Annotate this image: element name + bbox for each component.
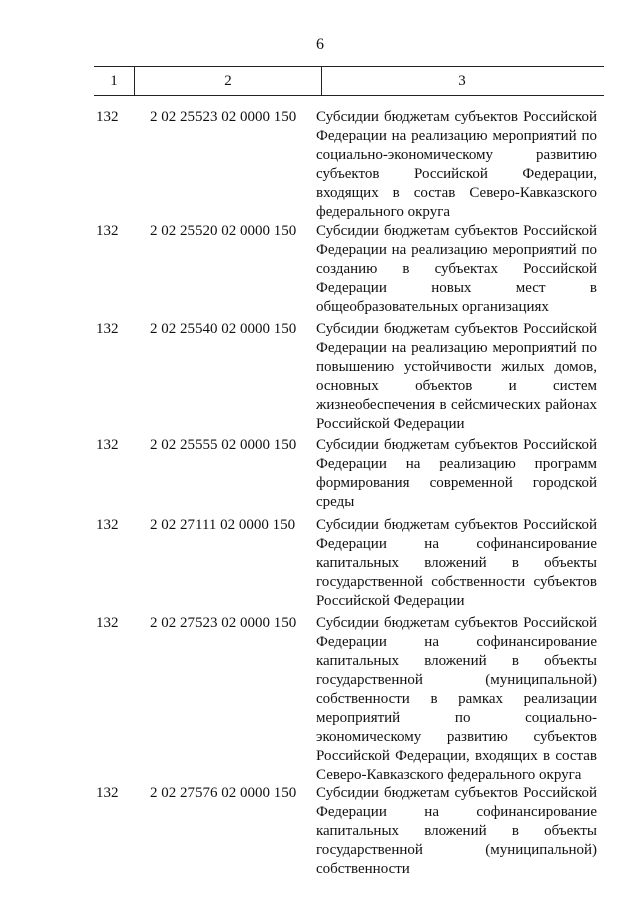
admin-code: 132 <box>96 321 119 337</box>
table-header <box>94 66 604 96</box>
admin-code: 132 <box>96 517 119 533</box>
row-description: Субсидии бюджетам субъектов Российской Федерации на софинансирование капитальных вложений в объекты государственной собственности субъектов Российской Федерации <box>316 517 597 609</box>
row-description: Субсидии бюджетам субъектов Российской Федерации на реализацию мероприятий по социально-экономическому развитию субъектов Российской Федерации, входящих в состав Северо-Кавказского федерального округа <box>316 109 597 220</box>
budget-code: 2 02 27576 02 0000 150 <box>150 785 297 801</box>
table-row <box>0 784 640 877</box>
admin-code: 132 <box>96 615 119 631</box>
table-row <box>0 108 640 222</box>
budget-code: 2 02 27523 02 0000 150 <box>150 615 297 631</box>
admin-code: 132 <box>96 223 119 239</box>
budget-code: 2 02 25523 02 0000 150 <box>150 109 297 125</box>
row-description: Субсидии бюджетам субъектов Российской Федерации на реализацию программ формирования современной городской среды <box>316 437 597 510</box>
budget-code: 2 02 27111 02 0000 150 <box>150 517 296 533</box>
page-number: 6 <box>316 36 324 53</box>
table-body <box>0 108 640 877</box>
admin-code: 132 <box>96 437 119 453</box>
row-description: Субсидии бюджетам субъектов Российской Федерации на софинансирование капитальных вложений в объекты государственной (муниципальной) собственности <box>316 785 597 877</box>
header-col-2: 2 <box>134 67 322 95</box>
header-col-3: 3 <box>458 73 466 89</box>
budget-code: 2 02 25540 02 0000 150 <box>150 321 297 337</box>
row-description: Субсидии бюджетам субъектов Российской Федерации на реализацию мероприятий по созданию в субъектах Российской Федерации новых мест в общеобразовательных организациях <box>316 223 597 315</box>
budget-code: 2 02 25520 02 0000 150 <box>150 223 297 239</box>
budget-code: 2 02 25555 02 0000 150 <box>150 437 297 453</box>
table-row <box>0 516 640 614</box>
row-description: Субсидии бюджетам субъектов Российской Федерации на реализацию мероприятий по повышению устойчивости жилых домов, основных объектов и систем жизнеобеспечения в сейсмических районах Российской Федерации <box>316 321 597 432</box>
header-col-1: 1 <box>110 73 118 89</box>
row-description: Субсидии бюджетам субъектов Российской Федерации на софинансирование капитальных вложений в объекты государственной (муниципальной) собственности в рамках реализации мероприятий по социально-экономическому развитию субъектов Российской Федерации, входящих в состав Северо-Кавказского федерального округа <box>316 615 597 783</box>
admin-code: 132 <box>96 109 119 125</box>
table-row <box>0 614 640 784</box>
table-row <box>0 222 640 320</box>
table-row <box>0 320 640 436</box>
admin-code: 132 <box>96 785 119 801</box>
table-row <box>0 436 640 516</box>
